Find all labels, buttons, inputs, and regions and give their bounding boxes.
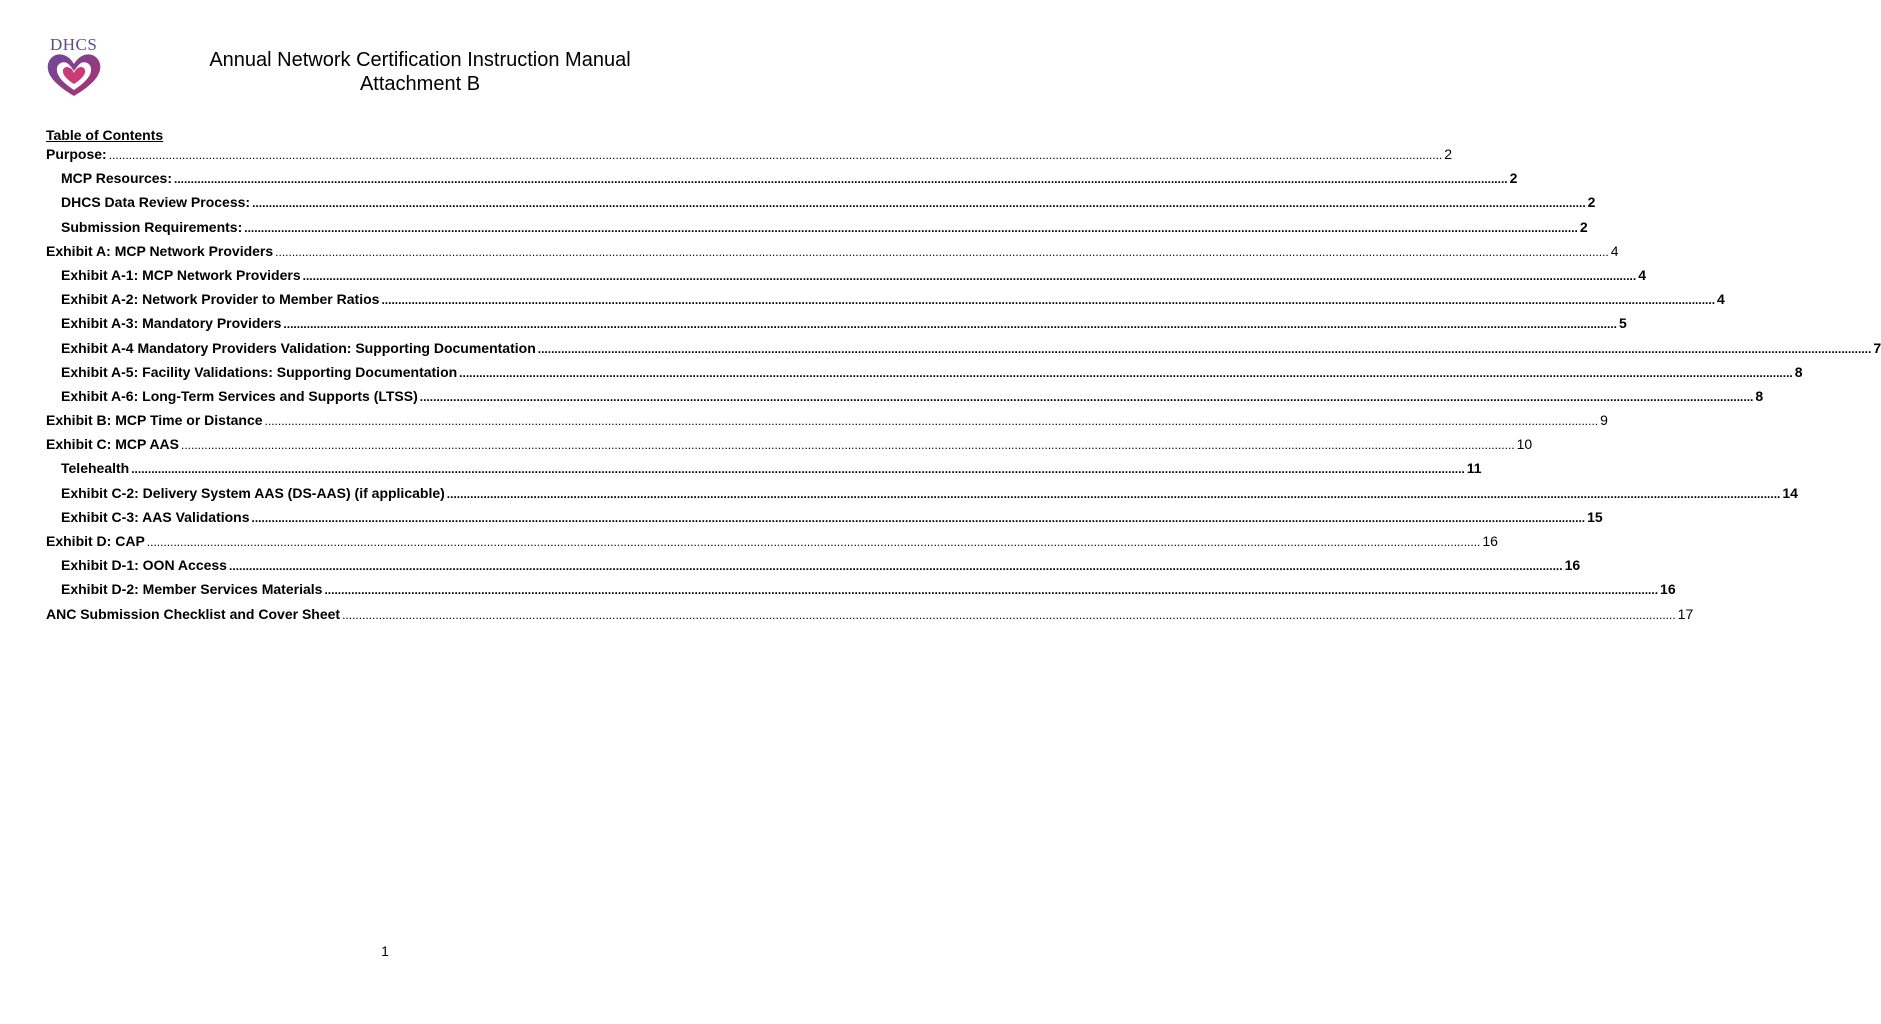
toc-entry-label: Submission Requirements: bbox=[61, 218, 243, 235]
toc-dot-leader: ................................................................................................................................................................................................................................................................................................................................................................................................................ bbox=[419, 389, 1754, 404]
toc-entry[interactable] bbox=[46, 532, 1498, 556]
toc-entry-page: 17 bbox=[1677, 605, 1694, 622]
toc-entry-page: 16 bbox=[1564, 557, 1581, 574]
toc-dot-leader: ................................................................................................................................................................................................................................................................................................................................................................................................................ bbox=[108, 148, 1443, 162]
toc-entry-page: 2 bbox=[1579, 218, 1588, 235]
toc-entry-label: ANC Submission Checklist and Cover Sheet bbox=[46, 605, 341, 622]
toc-entry[interactable] bbox=[46, 145, 1453, 169]
toc-entry[interactable] bbox=[46, 218, 1588, 242]
toc-entry-label: Exhibit A-1: MCP Network Providers bbox=[61, 266, 301, 283]
toc-entry-page: 9 bbox=[1600, 412, 1608, 429]
toc-entry-label: DHCS Data Review Process: bbox=[61, 194, 251, 211]
toc-dot-leader: ................................................................................................................................................................................................................................................................................................................................................................................................................ bbox=[252, 196, 1586, 211]
toc-dot-leader: ................................................................................................................................................................................................................................................................................................................................................................................................................ bbox=[228, 559, 1563, 574]
toc-entry-page: 8 bbox=[1755, 387, 1764, 404]
toc-entry[interactable] bbox=[46, 605, 1694, 629]
toc-entry-label: Exhibit D: CAP bbox=[46, 533, 145, 549]
toc-entry-label: Telehealth bbox=[61, 460, 130, 477]
toc-entry[interactable] bbox=[46, 387, 1764, 411]
toc-entry-label: Exhibit C-3: AAS Validations bbox=[61, 508, 250, 525]
toc-dot-leader: ................................................................................................................................................................................................................................................................................................................................................................................................................ bbox=[181, 438, 1515, 453]
toc-dot-leader: ................................................................................................................................................................................................................................................................................................................................................................................................................ bbox=[302, 268, 1637, 283]
heart-hands-icon bbox=[44, 50, 104, 100]
toc-entry-label: Purpose: bbox=[46, 146, 107, 162]
toc-entry-page: 11 bbox=[1466, 460, 1482, 477]
toc-dot-leader: ................................................................................................................................................................................................................................................................................................................................................................................................................ bbox=[381, 293, 1716, 308]
toc-dot-leader: ................................................................................................................................................................................................................................................................................................................................................................................................................ bbox=[174, 172, 1508, 187]
dhcs-logo bbox=[44, 36, 106, 98]
toc-entry-page: 16 bbox=[1482, 533, 1498, 549]
title-line-1: Annual Network Certification Instruction Manual bbox=[209, 49, 631, 71]
logo-text: DHCS bbox=[50, 35, 98, 54]
toc-entry-page: 16 bbox=[1660, 581, 1676, 598]
toc-entry[interactable] bbox=[46, 580, 1676, 604]
toc-dot-leader: ................................................................................................................................................................................................................................................................................................................................................................................................................ bbox=[446, 486, 1781, 501]
toc-dot-leader: ................................................................................................................................................................................................................................................................................................................................................................................................................ bbox=[283, 317, 1618, 332]
toc-entry-label: Exhibit C: MCP AAS bbox=[46, 436, 180, 453]
toc-entry-page: 4 bbox=[1717, 291, 1725, 308]
toc-entry-label: Exhibit A-3: Mandatory Providers bbox=[61, 315, 282, 332]
toc-entry[interactable] bbox=[46, 339, 1881, 363]
toc-entry-label: MCP Resources: bbox=[61, 170, 173, 187]
toc-entry-label: Exhibit A-4 Mandatory Providers Validation: Supporting Documentation bbox=[61, 339, 536, 356]
toc-entry-page: 10 bbox=[1516, 436, 1533, 453]
toc-entry-page: 2 bbox=[1587, 194, 1596, 211]
toc-entry-label: Exhibit C-2: Delivery System AAS (DS-AAS) (if applicable) bbox=[61, 484, 445, 501]
toc-entry[interactable] bbox=[46, 459, 1482, 483]
toc-entry-label: Exhibit A-6: Long-Term Services and Supports (LTSS) bbox=[61, 387, 418, 404]
toc-entry-page: 5 bbox=[1619, 315, 1627, 332]
toc-entry-label: Exhibit A-2: Network Provider to Member Ratios bbox=[61, 291, 380, 308]
toc-entry-page: 15 bbox=[1587, 508, 1603, 525]
toc-dot-leader: ................................................................................................................................................................................................................................................................................................................................................................................................................ bbox=[275, 244, 1609, 259]
page-number: 1 bbox=[381, 943, 389, 959]
toc-entry-label: Exhibit A: MCP Network Providers bbox=[46, 242, 274, 259]
toc-dot-leader: ................................................................................................................................................................................................................................................................................................................................................................................................................ bbox=[537, 341, 1872, 356]
toc-entry[interactable] bbox=[46, 242, 1619, 266]
toc-entry-page: 4 bbox=[1610, 242, 1619, 259]
toc-entry[interactable] bbox=[46, 435, 1533, 459]
toc-entry[interactable] bbox=[46, 411, 1608, 435]
document-title bbox=[120, 48, 720, 96]
toc-entry-page: 8 bbox=[1794, 363, 1803, 380]
toc-dot-leader: ................................................................................................................................................................................................................................................................................................................................................................................................................ bbox=[131, 462, 1465, 477]
table-of-contents bbox=[46, 145, 1881, 629]
toc-entry[interactable] bbox=[46, 484, 1798, 508]
toc-dot-leader: ................................................................................................................................................................................................................................................................................................................................................................................................................ bbox=[324, 583, 1659, 598]
toc-entry[interactable] bbox=[46, 169, 1518, 193]
toc-entry[interactable] bbox=[46, 363, 1803, 387]
toc-entry-page: 14 bbox=[1782, 484, 1798, 501]
toc-entry[interactable] bbox=[46, 266, 1646, 290]
toc-entry[interactable] bbox=[46, 290, 1725, 314]
toc-heading: Table of Contents bbox=[46, 127, 164, 143]
toc-entry-label: Exhibit A-5: Facility Validations: Supporting Documentation bbox=[61, 363, 458, 380]
toc-dot-leader: ................................................................................................................................................................................................................................................................................................................................................................................................................ bbox=[459, 365, 1793, 380]
toc-entry-page: 2 bbox=[1509, 170, 1518, 187]
toc-entry-label: Exhibit D-2: Member Services Materials bbox=[61, 581, 323, 598]
toc-entry-label: Exhibit D-1: OON Access bbox=[61, 557, 227, 574]
toc-entry[interactable] bbox=[46, 314, 1627, 338]
toc-entry[interactable] bbox=[46, 193, 1596, 217]
title-line-2: Attachment B bbox=[359, 73, 481, 95]
toc-entry[interactable] bbox=[46, 556, 1581, 580]
toc-dot-leader: ................................................................................................................................................................................................................................................................................................................................................................................................................ bbox=[146, 535, 1481, 549]
toc-entry-label: Exhibit B: MCP Time or Distance bbox=[46, 412, 263, 429]
toc-entry-page: 7 bbox=[1873, 339, 1881, 356]
toc-entry-page: 2 bbox=[1444, 146, 1453, 162]
toc-dot-leader: ................................................................................................................................................................................................................................................................................................................................................................................................................ bbox=[244, 220, 1578, 235]
toc-entry-page: 4 bbox=[1638, 266, 1646, 283]
toc-dot-leader: ................................................................................................................................................................................................................................................................................................................................................................................................................ bbox=[264, 414, 1599, 429]
toc-entry[interactable] bbox=[46, 508, 1603, 532]
toc-dot-leader: ................................................................................................................................................................................................................................................................................................................................................................................................................ bbox=[342, 607, 1676, 622]
toc-dot-leader: ................................................................................................................................................................................................................................................................................................................................................................................................................ bbox=[251, 510, 1586, 525]
